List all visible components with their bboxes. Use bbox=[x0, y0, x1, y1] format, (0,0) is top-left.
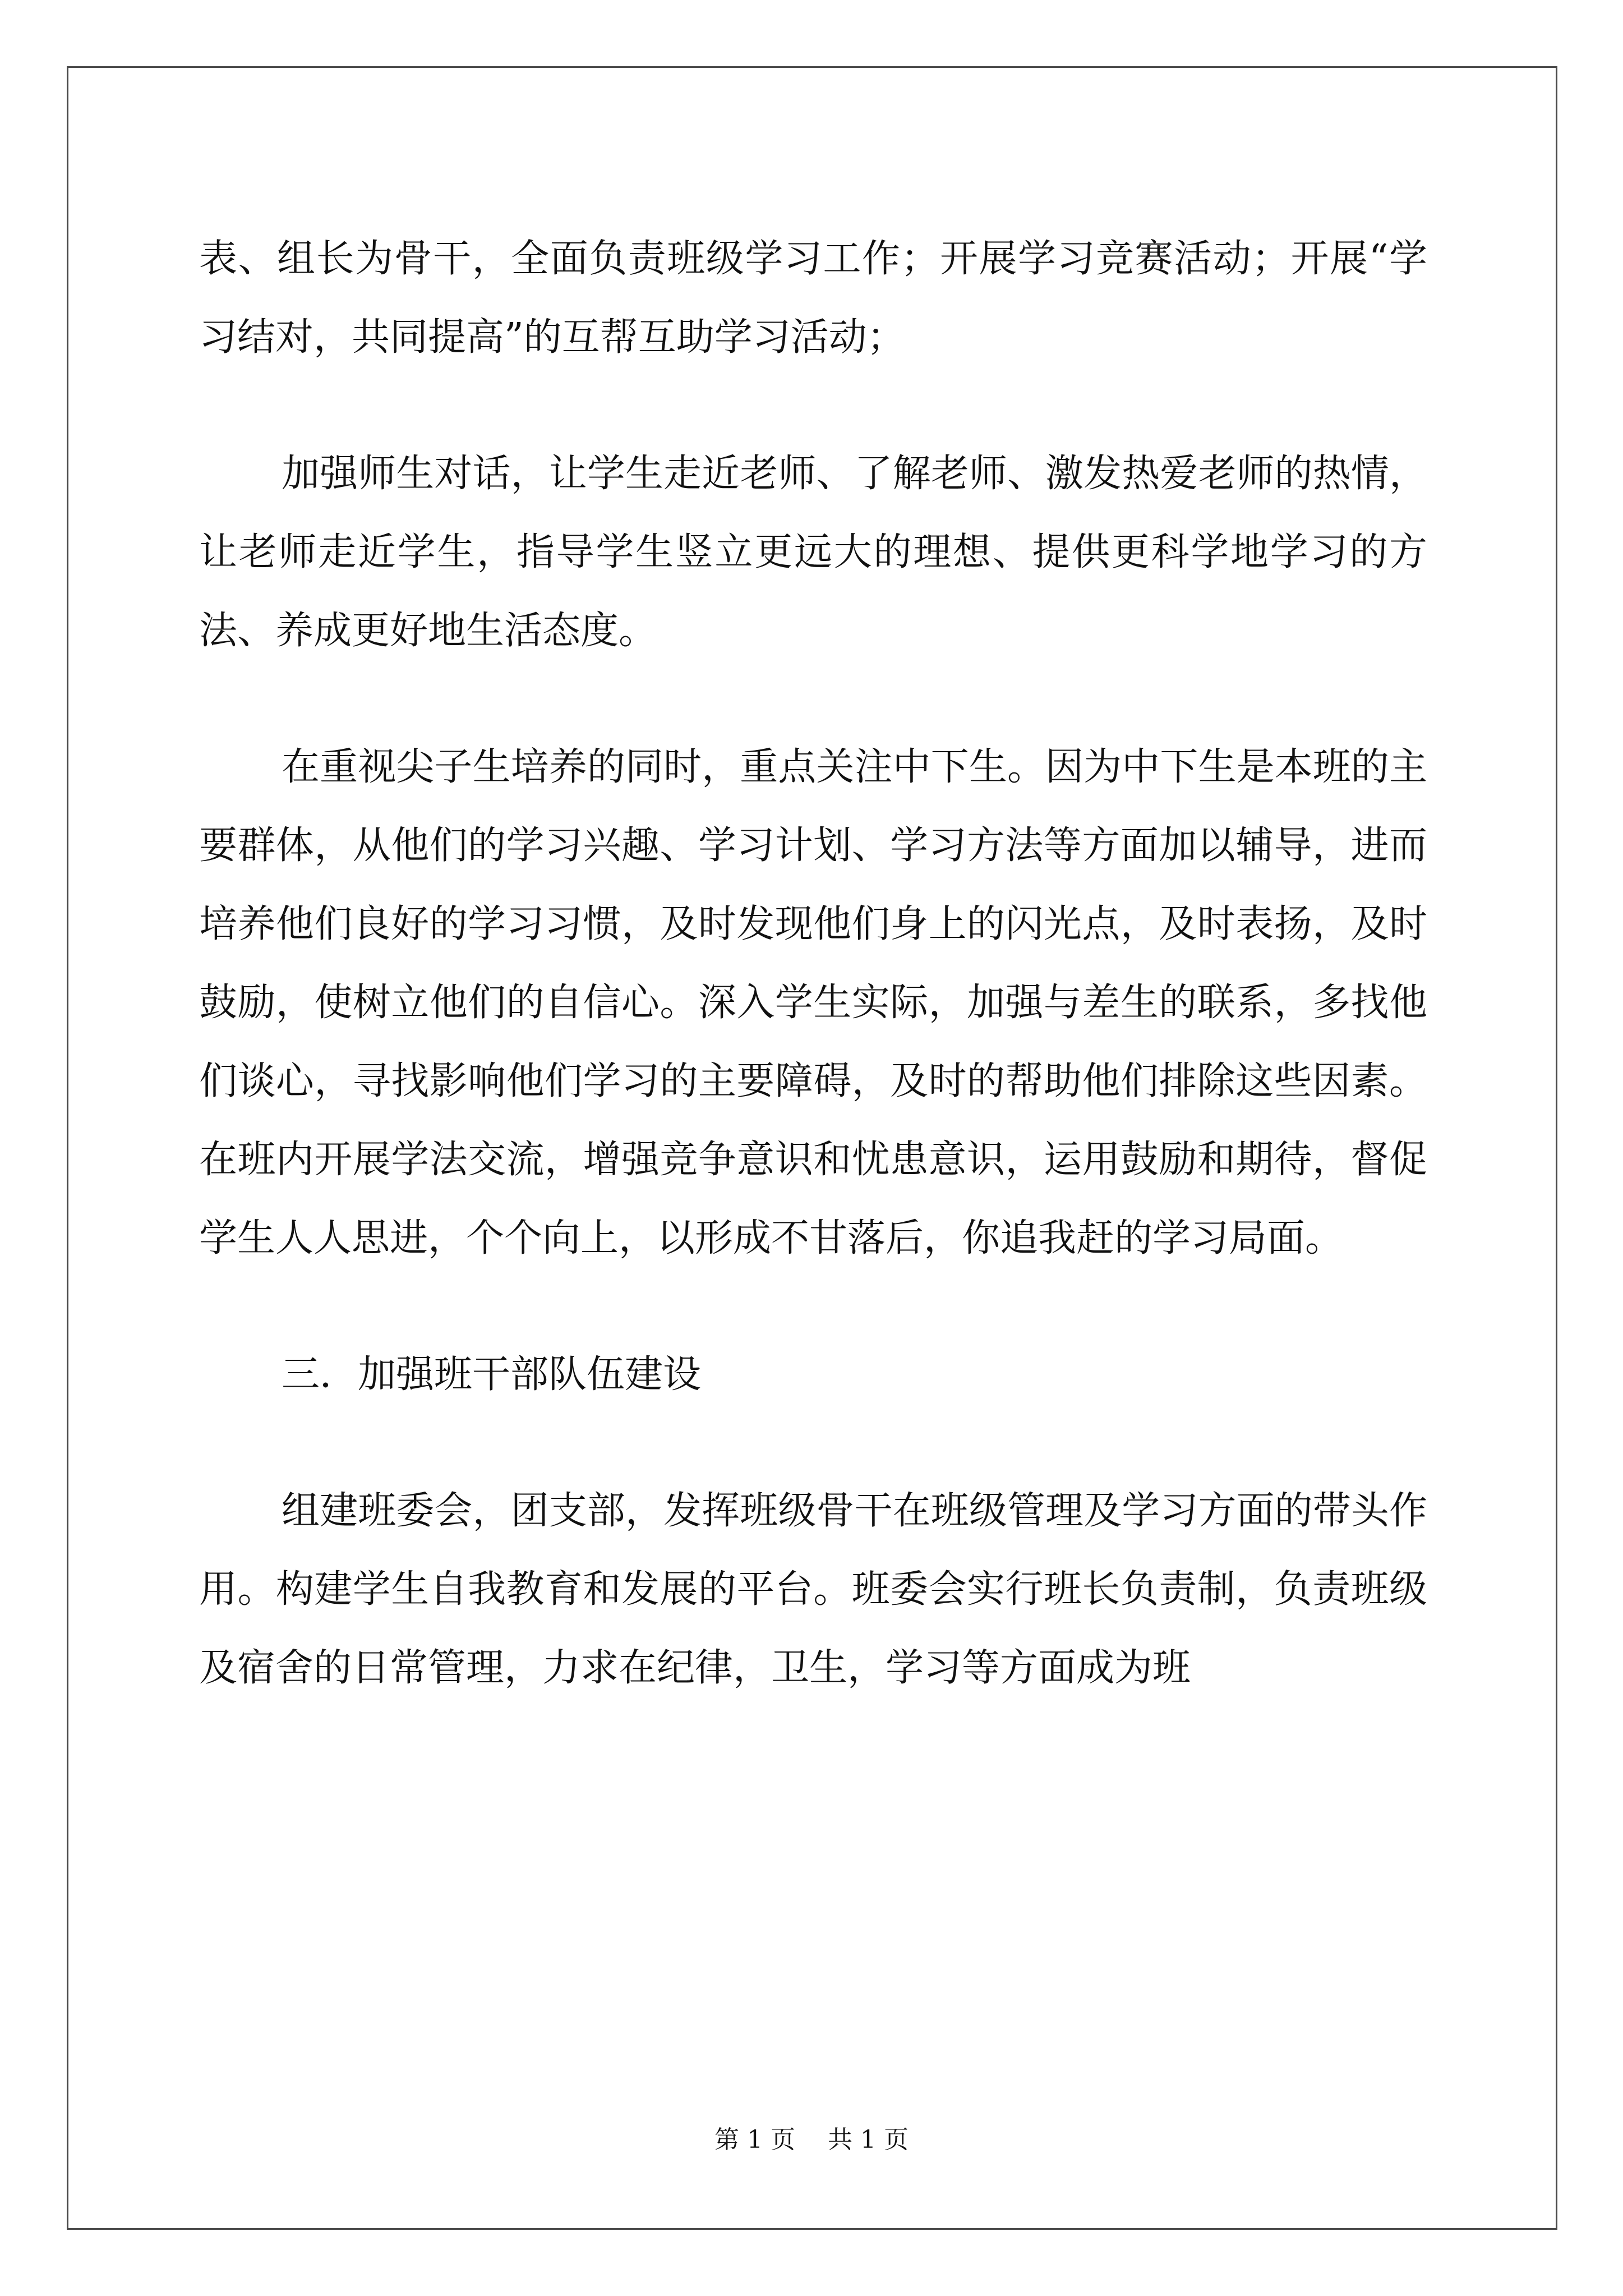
paragraph-4: 组建班委会，团支部，发挥班级骨干在班级管理及学习方面的带头作用。构建学生自我教育和发展的平台。班委会实行班长负责制，负责班级及宿舍的日常管理，力求在纪律，卫生，学习等方面成为班 bbox=[199, 1489, 1427, 1690]
paragraph-1: 表、组长为骨干，全面负责班级学习工作；开展学习竞赛活动；开展“学习结对，共同提高”的互帮互助学习活动； bbox=[199, 237, 1427, 360]
paragraph-2: 加强师生对话，让学生走近老师、了解老师、激发热爱老师的热情，让老师走近学生，指导学生竖立更远大的理想、提供更科学地学习的方法、养成更好地生活态度。 bbox=[199, 452, 1427, 653]
document-body bbox=[199, 220, 1427, 1765]
section-heading-3: 三．加强班干部队伍建设 bbox=[282, 1352, 702, 1397]
page-footer: 第 1 页 共 1 页 bbox=[714, 2125, 909, 2154]
paragraph-3: 在重视尖子生培养的同时，重点关注中下生。因为中下生是本班的主要群体，从他们的学习兴趣、学习计划、学习方法等方面加以辅导，进而培养他们良好的学习习惯，及时发现他们身上的闪光点，及时表扬，及时鼓励，使树立他们的自信心。深入学生实际，加强与差生的联系，多找他们谈心，寻找影响他们学习的主要障碍，及时的帮助他们排除这些因素。在班内开展学法交流，增强竞争意识和忧患意识，运用鼓励和期待，督促学生人人思进，个个向上，以形成不甘落后，你追我赶的学习局面。 bbox=[199, 745, 1427, 1260]
